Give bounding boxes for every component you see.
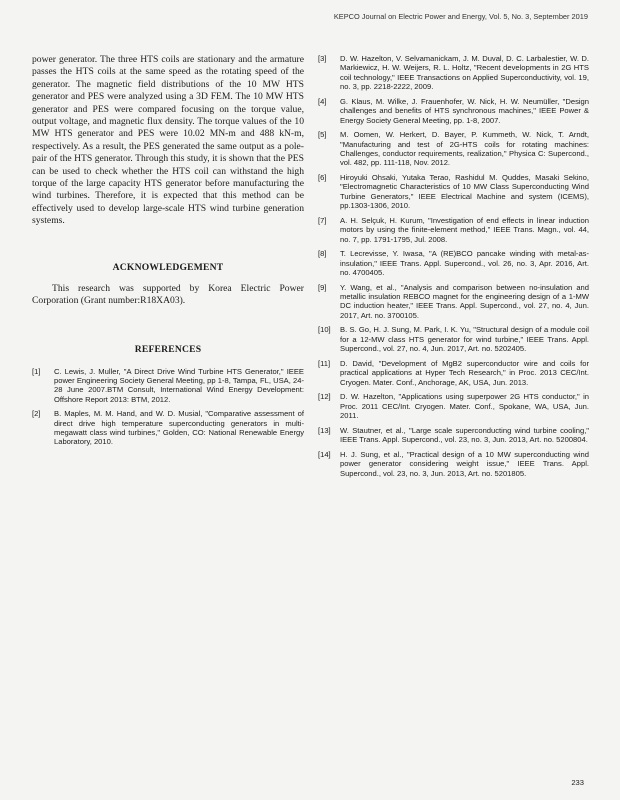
reference-number: [4] [318, 96, 327, 106]
reference-item [32, 409, 304, 447]
reference-item [318, 283, 589, 321]
reference-number: [10] [318, 325, 331, 335]
reference-number: [12] [318, 392, 331, 402]
body-paragraph: power generator. The three HTS coils are stationary and the armature passes the HTS coils at the same speed as the rotating speed of the generator. The magnetic field distributions of the 10 MW HTS generator and PES were analyzed using a 3D FEM. The 10 MW HTS generator and PES were compared focusing on the torque value, output voltage, and magnetic flux density. The torque values of the 10 MW HTS generator and PES were 10.02 MN-m and 488 kN-m, respectively. As a result, the PES generated the same output as a pole-pair of the HTS generator. Through this study, it is shown that the PES can be used to check whether the HTS coil can withstand the high torque of the large capacity HTS generator before manufacturing the wind turbines. Therefore, it is expected that this method can be effectively used to develop large-scale HTS wind turbine generation systems. [32, 54, 304, 227]
reference-item [318, 325, 589, 353]
reference-item [318, 450, 589, 478]
references-heading: REFERENCES [134, 343, 202, 355]
reference-number: [7] [318, 215, 327, 225]
reference-text: D. W. Hazelton, V. Selvamanickam, J. M. Duval, D. C. Larbalestier, W. D. Markiewicz, H. W. Weijers, R. L. Holtz, "Recent developments in 2G HTS coil technology," IEEE Transactions on Applied Superconductivity, vol. 19, no. 3, pp. 2218-2222, 2009. [340, 54, 589, 92]
reference-text: Y. Wang, et al., "Analysis and comparison between no-insulation and metallic insulation REBCO magnet for the engineering design of a 1-MW DC induction heater," IEEE Trans. Appl. Supercond., vol. 27, no. 4, Jun. 2017, Art. no. 3700105. [340, 282, 589, 320]
reference-text: Hiroyuki Ohsaki, Yutaka Terao, Rashidul M. Quddes, Masaki Sekino, "Electromagnetic Characteristics of 10 MW Class Superconducting Wind Turbine Generators," IEEE Electrical Machine and system (ICEMS), pp.1303-1306, 2010. [340, 173, 589, 211]
reference-item [318, 426, 589, 445]
reference-number: [1] [32, 366, 41, 376]
reference-text: B. S. Go, H. J. Sung, M. Park, I. K. Yu, "Structural design of a module coil for a 12-MW class HTS generator for wind turbine," IEEE Trans. Appl. Supercond., vol. 27, no. 4, Jun. 2017, Art. no. 5202405. [340, 325, 589, 354]
acknowledgement-heading: ACKNOWLEDGEMENT [112, 261, 224, 273]
acknowledgement-text: This research was supported by Korea Electric Power Corporation (Grant number:R18XA03). [32, 282, 304, 307]
reference-item [318, 54, 589, 92]
reference-item [318, 249, 589, 277]
reference-number: [5] [318, 130, 327, 140]
left-column [32, 54, 304, 452]
reference-number: [8] [318, 249, 327, 259]
reference-number: [11] [318, 358, 331, 368]
reference-list-left [32, 367, 304, 447]
reference-number: [2] [32, 409, 41, 419]
page-number: 233 [571, 778, 584, 787]
reference-text: H. J. Sung, et al., "Practical design of a 10 MW superconducting wind power generator considering weight issue," IEEE Trans. Appl. Supercond., vol. 23, no. 3, Jun. 2013, Art. no. 5201805. [340, 449, 589, 478]
reference-text: T. Lecrevisse, Y. Iwasa, "A (RE)BCO pancake winding with metal-as-insulation," IEEE Trans. Appl. Supercond., vol. 26, no. 3, Apr. 2016, Art. no. 4700405. [340, 249, 589, 278]
reference-item [32, 367, 304, 405]
reference-text: M. Oomen, W. Herkert, D. Bayer, P. Kummeth, W. Nick, T. Arndt, "Manufacturing and test of 2G-HTS coils for rotating machines: Challenges, conductor requirements, realization," Physica C: Supercond., vol. 482, pp. 111-118, Nov. 2012. [340, 130, 589, 168]
reference-text: D. W. Hazelton, "Applications using superpower 2G HTS conductor," in Proc. 2011 CEC/Int. Cryogen. Mater. Conf., Spokane, WA, USA, Jun. 2011. [340, 392, 589, 421]
reference-text: G. Klaus, M. Wilke, J. Frauenhofer, W. Nick, H. W. Neumüller, "Design challenges and benefits of HTS synchronous machines," IEEE Power & Energy Society General Meeting, pp. 1-8, 2007. [340, 96, 589, 125]
reference-number: [9] [318, 282, 327, 292]
reference-item [318, 97, 589, 125]
reference-text: B. Maples, M. M. Hand, and W. D. Musial, "Comparative assessment of direct drive high temperature superconducting generators in multi-megawatt class wind turbines," Golden, CO: National Renewable Energy Laboratory, 2010. [54, 409, 304, 447]
right-column [318, 54, 589, 483]
reference-text: D. David, "Development of MgB2 superconductor wire and coils for practical applications at Hyper Tech Research," in Proc. 2013 CEC/Int. Cryogen. Mater. Conf., Anchorage, AK, USA, Jun. 2013. [340, 358, 589, 387]
reference-item [318, 392, 589, 420]
reference-item [318, 173, 589, 211]
reference-item [318, 130, 589, 168]
reference-text: A. H. Selçuk, H. Kurum, "Investigation of end effects in linear induction motors by using the finite-element method," IEEE Trans. Magn., vol. 44, no. 7, pp. 1791-1795, Jul. 2008. [340, 215, 589, 244]
reference-number: [6] [318, 173, 327, 183]
reference-number: [13] [318, 425, 331, 435]
running-header: KEPCO Journal on Electric Power and Energy, Vol. 5, No. 3, September 2019 [333, 12, 588, 21]
reference-text: C. Lewis, J. Muller, "A Direct Drive Wind Turbine HTS Generator," IEEE power Engineering Society General Meeting, pp 1-8, Tampa, FL, USA, 24-28 June 2007.BTM Consult, International Wind Energy Development: Offshore Report 2013: BTM, 2012. [54, 366, 304, 404]
reference-number: [3] [318, 54, 327, 63]
reference-item [318, 359, 589, 387]
reference-item [318, 216, 589, 244]
reference-number: [14] [318, 449, 331, 459]
reference-text: W. Stautner, et al., "Large scale superconducting wind turbine cooling," IEEE Trans. Appl. Supercond., vol. 23, no. 3, Jun. 2013, Art. no. 5200804. [340, 425, 589, 445]
